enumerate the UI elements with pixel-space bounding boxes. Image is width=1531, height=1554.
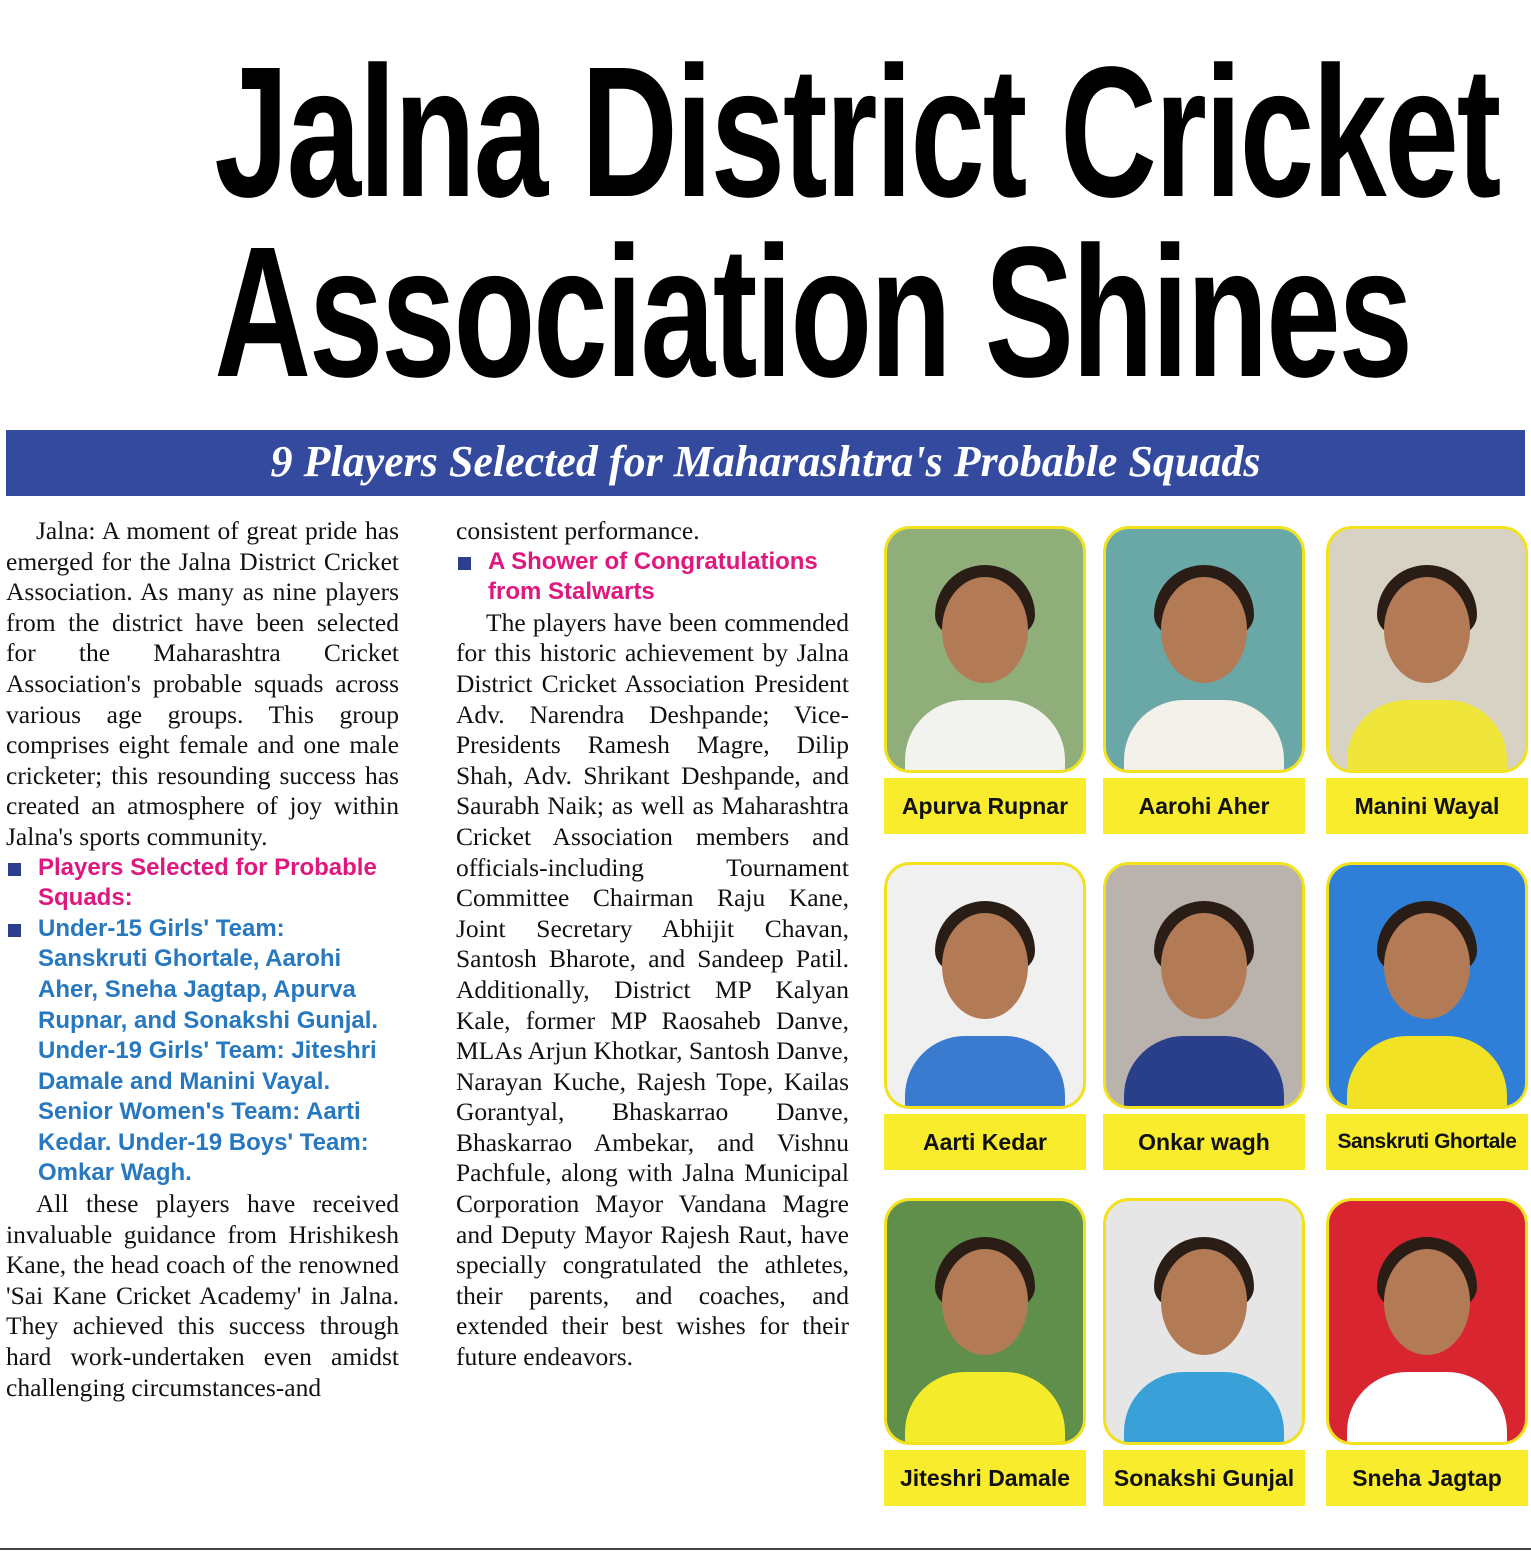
- player-name: Apurva Rupnar: [884, 778, 1086, 834]
- face-shape: [1384, 577, 1470, 683]
- face-shape: [942, 913, 1028, 1019]
- article-column-2: [456, 516, 849, 1373]
- player-name: Sneha Jagtap: [1326, 1450, 1528, 1506]
- face-shape: [1384, 1249, 1470, 1355]
- bullet-team-lists: [6, 914, 399, 1189]
- subheadline-banner: [6, 430, 1525, 496]
- bullet-square-icon: [458, 557, 471, 570]
- congratulations-paragraph: The players have been commended for this historic achievement by Jalna District Cricket Association President Adv. Narendra Deshpande; Vice-Presidents Ramesh Magre, Dilip Shah, Adv. Shrikant Deshpande, and Saurabh Naik; as well as Maharashtra Cricket Association members and officials-including Tournament Committee Chairman Raju Kane, Joint Secretary Abhijit Chavan, Santosh Bharote, and Sandeep Patil. Additionally, District MP Kalyan Kale, former MP Raosaheb Danve, MLAs Arjun Khotkar, Santosh Danve, Narayan Kuche, Rajesh Tope, Kailas Gorantyal, Bhaskarrao Danve, Bhaskarrao Ambekar, and Vishnu Pachfule, along with Jalna Municipal Corporation Mayor Vandana Magre and Deputy Mayor Rajesh Raut, have specially congratulated the athletes, their parents, and coaches, and extended their best wishes for their future endeavors.: [456, 607, 849, 1372]
- face-shape: [1384, 913, 1470, 1019]
- headline-line-1: Jalna District Cricket: [214, 29, 1500, 236]
- bullet-players-selected: [6, 853, 399, 914]
- page-bottom-rule: [0, 1548, 1531, 1550]
- face-shape: [1161, 1249, 1247, 1355]
- player-photo: [1326, 1198, 1528, 1445]
- bullet-team-lists-text: Under-15 Girls' Team: Sanskruti Ghortale, Aarohi Aher, Sneha Jagtap, Apurva Rupnar, and Sonakshi Gunjal. Under-19 Girls' Team: Jiteshri Damale and Manini Vayal. Senior Women's Team: Aarti Kedar. Under-19 Boys' Team: Omkar Wagh.: [38, 914, 379, 1187]
- player-name: Sanskruti Ghortale: [1326, 1114, 1528, 1170]
- face-shape: [942, 1249, 1028, 1355]
- player-photo: [884, 526, 1086, 773]
- player-photo: [1326, 526, 1528, 773]
- continued-text: consistent performance.: [456, 516, 700, 545]
- player-name: Aarti Kedar: [884, 1114, 1086, 1170]
- face-shape: [942, 577, 1028, 683]
- player-photo: [1103, 862, 1305, 1109]
- intro-paragraph: Jalna: A moment of great pride has emerged for the Jalna District Cricket Association. As many as nine players from the district have been selected for the Maharashtra Cricket Association's probable squads across various age groups. This group comprises eight female and one male cricketer; this resounding success has created an atmosphere of joy within Jalna's sports community.: [6, 516, 399, 851]
- headline-line-2: Association Shines: [214, 209, 1411, 416]
- player-photo-grid: [884, 526, 1530, 1536]
- face-shape: [1161, 913, 1247, 1019]
- bullet-players-selected-text: Players Selected for Probable Squads:: [38, 853, 377, 912]
- player-name: Manini Wayal: [1326, 778, 1528, 834]
- player-photo: [884, 1198, 1086, 1445]
- bullet-congratulations: [456, 547, 849, 608]
- player-name: Jiteshri Damale: [884, 1450, 1086, 1506]
- bullet-square-icon: [8, 924, 21, 937]
- bullet-square-icon: [8, 863, 21, 876]
- player-photo: [884, 862, 1086, 1109]
- article-column-1: [6, 516, 399, 1403]
- bullet-congratulations-text: A Shower of Congratulations from Stalwarts: [488, 547, 818, 606]
- player-name: Sonakshi Gunjal: [1103, 1450, 1305, 1506]
- face-shape: [1161, 577, 1247, 683]
- player-photo: [1103, 1198, 1305, 1445]
- player-photo: [1326, 862, 1528, 1109]
- player-name: Aarohi Aher: [1103, 778, 1305, 834]
- player-photo: [1103, 526, 1305, 773]
- coach-paragraph: All these players have received invaluable guidance from Hrishikesh Kane, the head coach of the renowned 'Sai Kane Cricket Academy' in Jalna. They achieved this success through hard work-undertaken even amidst challenging circumstances-and: [6, 1189, 399, 1402]
- subheadline: 9 Players Selected for Maharashtra's Probable Squads: [270, 437, 1261, 486]
- player-name: Onkar wagh: [1103, 1114, 1305, 1170]
